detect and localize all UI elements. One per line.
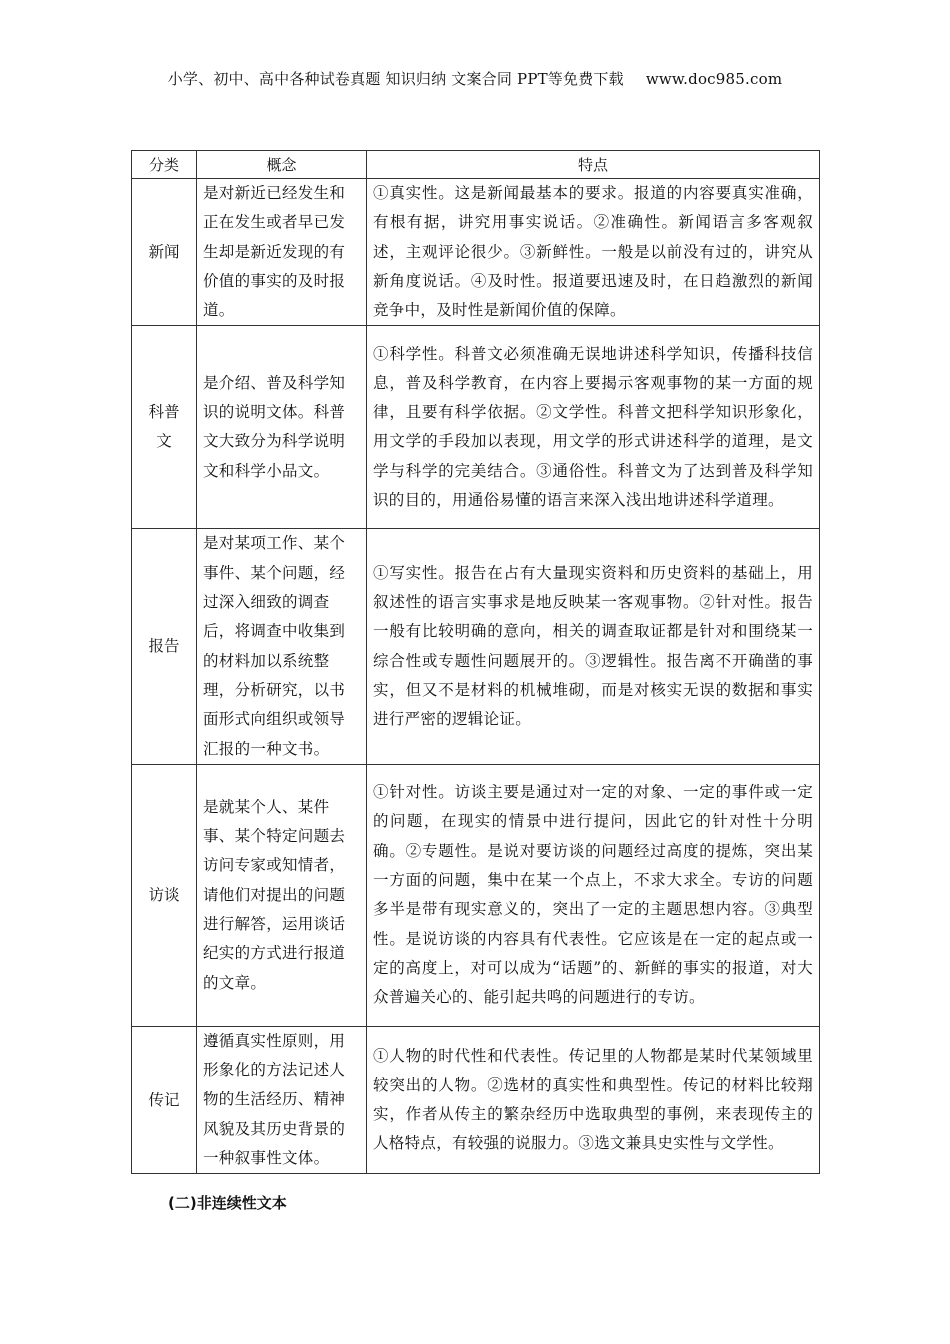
row-concept: 是对新近已经发生和正在发生或者早已发生却是新近发现的有价值的事实的及时报道。 [197,179,367,326]
table-row [132,529,820,764]
table-row [132,179,820,326]
row-concept: 是就某个人、某件事、某个特定问题去访问专家或知情者，请他们对提出的问题进行解答，运用谈话纪实的方式进行报道的文章。 [197,764,367,1026]
table-row [132,764,820,1026]
header-url[interactable]: www.doc985.com [645,70,783,88]
row-concept: 遵循真实性原则，用形象化的方法记述人物的生活经历、精神风貌及其历史背景的一种叙事性文体。 [197,1026,367,1173]
row-category: 访谈 [132,764,197,1026]
table-row [132,326,820,529]
row-concept: 是介绍、普及科学知识的说明文体。科普文大致分为科学说明文和科学小品文。 [197,326,367,529]
table-header-row [132,151,820,179]
header-text: 小学、初中、高中各种试卷真题 知识归纳 文案合同 PPT等免费下载 [167,70,624,88]
row-category: 新闻 [132,179,197,326]
row-concept: 是对某项工作、某个事件、某个问题，经过深入细致的调查后，将调查中收集到的材料加以系统整理，分析研究，以书面形式向组织或领导汇报的一种文书。 [197,529,367,764]
header-concept: 概念 [197,151,367,179]
page-header [0,68,950,89]
header-category: 分类 [132,151,197,179]
row-category: 报告 [132,529,197,764]
row-features: ①写实性。报告在占有大量现实资料和历史资料的基础上，用叙述性的语言实事求是地反映某一客观事物。②针对性。报告一般有比较明确的意向，相关的调查取证都是针对和围绕某一综合性或专题性问题展开的。③逻辑性。报告离不开确凿的事实，但又不是材料的机械堆砌，而是对核实无误的数据和事实进行严密的逻辑论证。 [367,529,820,764]
row-features: ①人物的时代性和代表性。传记里的人物都是某时代某领域里较突出的人物。②选材的真实性和典型性。传记的材料比较翔实，作者从传主的繁杂经历中选取典型的事例，来表现传主的人格特点，有较强的说服力。③选文兼具史实性与文学性。 [367,1026,820,1173]
row-category: 传记 [132,1026,197,1173]
row-category: 科普文 [132,326,197,529]
text-types-table [131,150,820,1174]
row-features: ①针对性。访谈主要是通过对一定的对象、一定的事件或一定的问题，在现实的情景中进行提问，因此它的针对性十分明确。②专题性。是说对要访谈的问题经过高度的提炼，突出某一方面的问题，集中在某一个点上，不求大求全。专访的问题多半是带有现实意义的，突出了一定的主题思想内容。③典型性。是说访谈的内容具有代表性。它应该是在一定的起点或一定的高度上，对可以成为“话题”的、新鲜的事实的报道，对大众普遍关心的、能引起共鸣的问题进行的专访。 [367,764,820,1026]
table-row [132,1026,820,1173]
header-features: 特点 [367,151,820,179]
row-features: ①真实性。这是新闻最基本的要求。报道的内容要真实准确，有根有据，讲究用事实说话。②准确性。新闻语言多客观叙述，主观评论很少。③新鲜性。一般是以前没有过的，讲究从新角度说话。④及时性。报道要迅速及时，在日趋激烈的新闻竞争中，及时性是新闻价值的保障。 [367,179,820,326]
row-features: ①科学性。科普文必须准确无误地讲述科学知识，传播科技信息，普及科学教育，在内容上要揭示客观事物的某一方面的规律，且要有科学依据。②文学性。科普文把科学知识形象化，用文学的手段加以表现，用文学的形式讲述科学的道理，是文学与科学的完美结合。③通俗性。科普文为了达到普及科学知识的目的，用通俗易懂的语言来深入浅出地讲述科学道理。 [367,326,820,529]
section-heading: (二)非连续性文本 [168,1194,287,1212]
